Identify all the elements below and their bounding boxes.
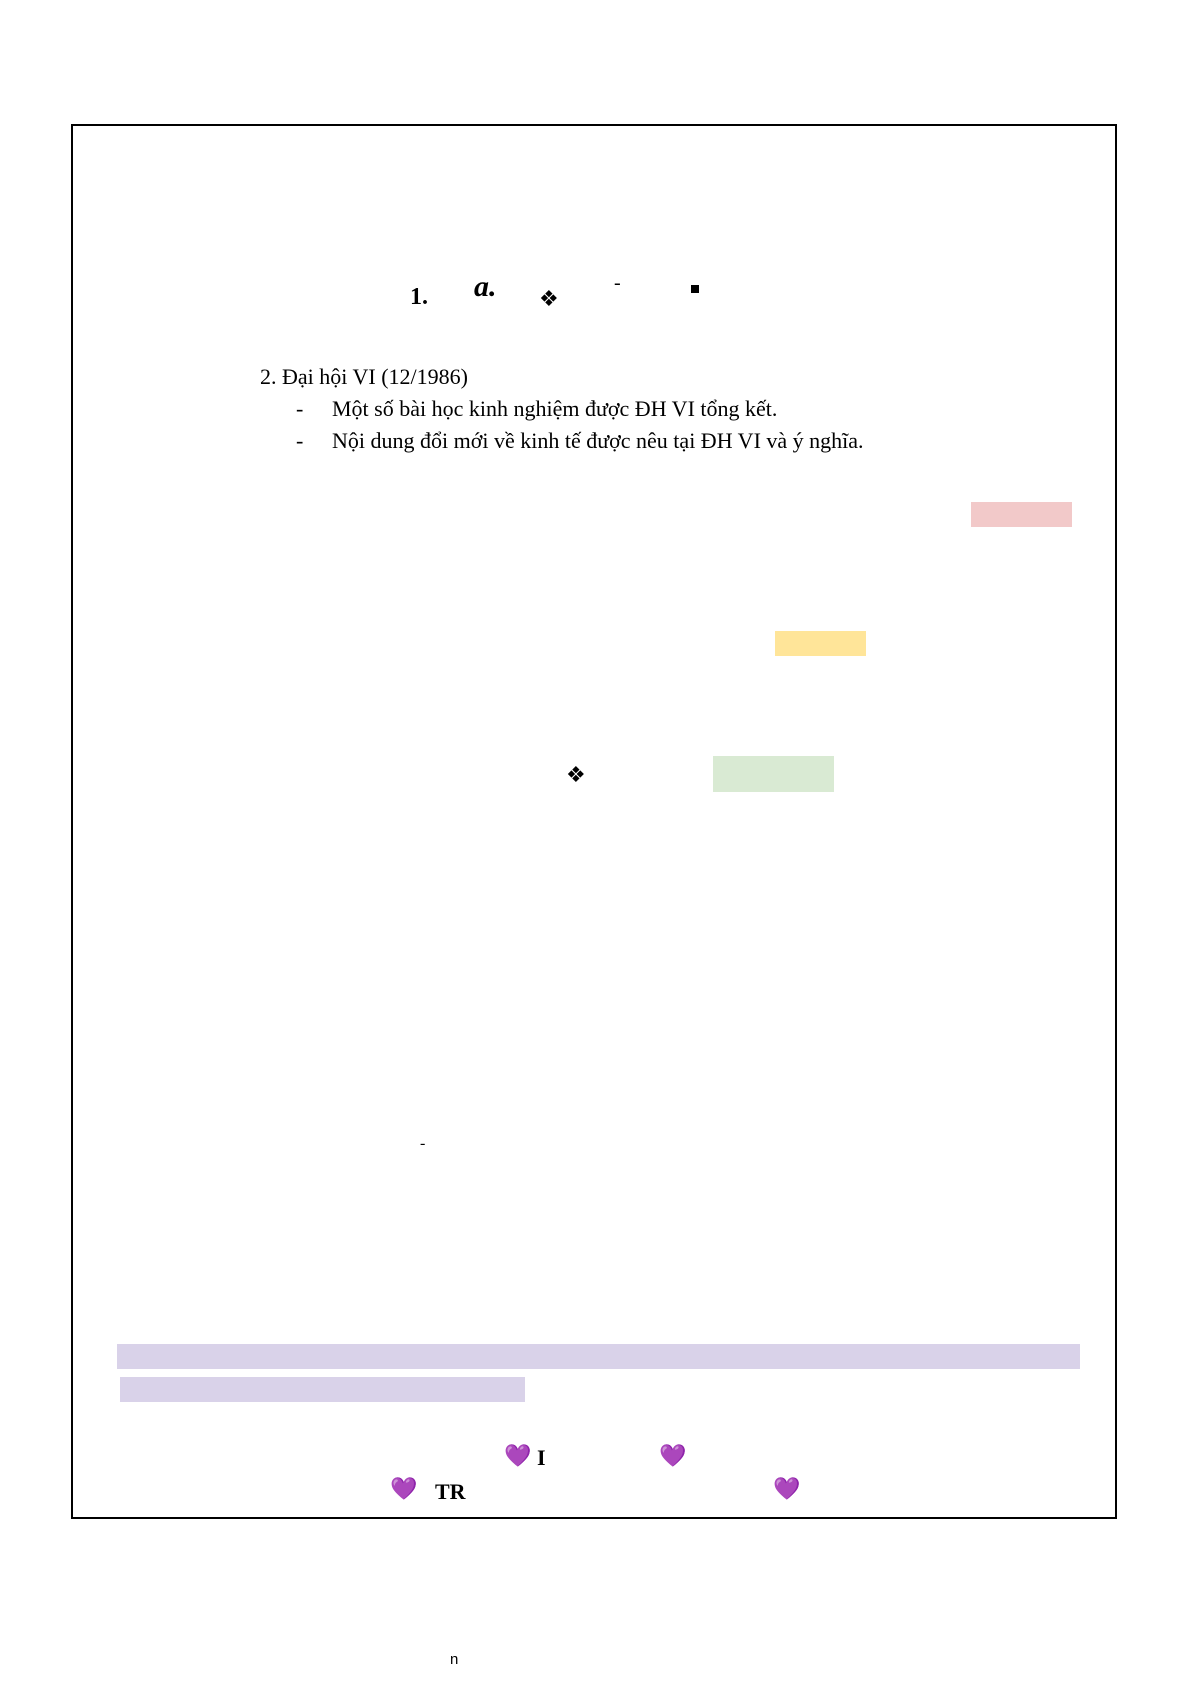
section-title: 2. Đại hội VI (12/1986) (260, 364, 468, 389)
heading-dash: - (614, 272, 621, 294)
highlight-red (971, 502, 1072, 527)
label-tr: TR (435, 1479, 466, 1504)
purple-heart-icon: 💜 (390, 1476, 418, 1501)
highlight-green (713, 756, 834, 792)
list-item-text: Nội dung đổi mới về kinh tế được nêu tại ĐH VI và ý nghĩa. (332, 428, 864, 453)
list-dash: - (296, 428, 304, 453)
highlight-purple-line-2 (120, 1377, 525, 1402)
diamond-bullet-icon: ❖ (566, 762, 586, 787)
highlight-purple-line-1 (117, 1344, 1080, 1369)
purple-heart-icon: 💜 (659, 1443, 687, 1468)
highlight-yellow (775, 631, 866, 656)
list-item-text: Một số bài học kinh nghiệm được ĐH VI tổng kết. (332, 396, 778, 421)
purple-heart-icon: 💜 (773, 1476, 801, 1501)
list-item (296, 428, 864, 454)
square-bullet-icon (691, 285, 699, 293)
purple-heart-icon: 💜 (504, 1443, 532, 1468)
list-dash: - (296, 396, 304, 421)
stray-dash: - (420, 1135, 426, 1152)
list-item (296, 396, 777, 422)
heading-letter: a. (474, 270, 497, 303)
label-i: I (537, 1445, 546, 1470)
heading-number: 1. (410, 284, 428, 310)
page-frame (71, 124, 1117, 1519)
diamond-bullet-icon: ❖ (539, 286, 559, 311)
footer-text: n (450, 1651, 459, 1668)
